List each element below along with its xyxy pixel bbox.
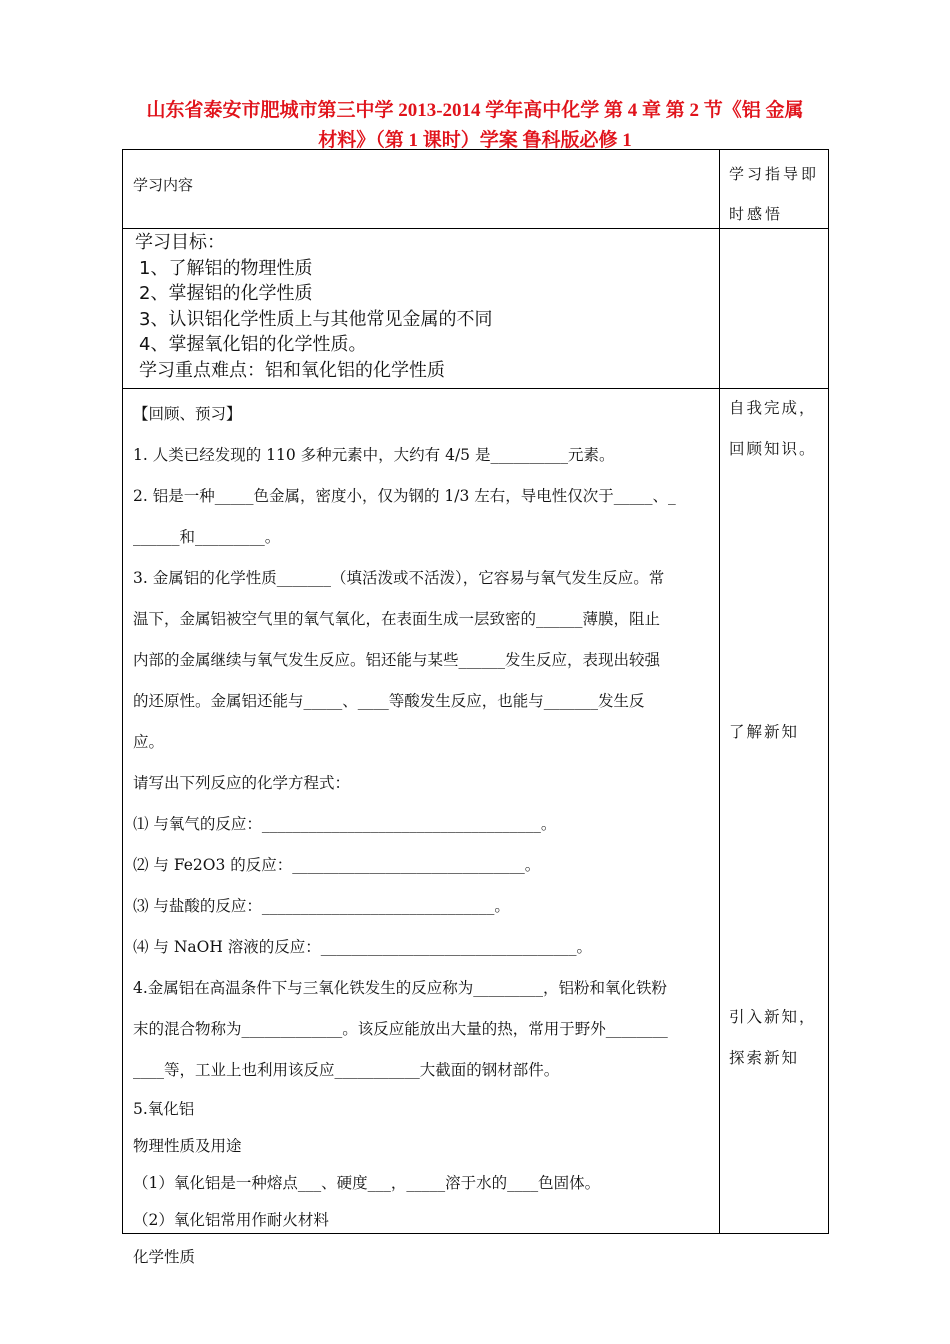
side-note-line: 了解新知 [729,723,800,741]
main-content [133,394,713,1276]
side-note-new-knowledge [729,712,827,753]
question-3-line-2: 温下，金属铝被空气里的氧气氧化，在表面生成一层致密的______薄膜，阻止 [133,610,661,628]
header-guidance [729,154,827,234]
header-guidance-line-2: 时感悟 [729,205,784,223]
section-review-heading: 【回顾、预习】 [133,405,242,423]
equation-hcl: ⑶ 与盐酸的反应：______________________________。 [133,897,510,915]
physical-properties-heading: 物理性质及用途 [133,1137,242,1155]
row-divider-goals [123,388,828,389]
side-note-review [729,388,827,470]
alumina-property-2: （2）氧化铝常用作耐火材料 [133,1211,329,1229]
key-difficulty: 学习重点难点：铝和氧化铝的化学性质 [139,359,445,381]
question-4-line-1: 4.金属铝在高温条件下与三氧化铁发生的反应称为_________，铝粉和氧化铁粉 [133,979,668,997]
row-divider-header [123,228,828,229]
side-note-line: 探索新知 [729,1049,800,1067]
study-table [122,149,829,1266]
side-note-line: 自我完成， [729,399,817,417]
question-4-line-2: 末的混合物称为_____________。该反应能放出大量的热，常用于野外________ [133,1020,668,1038]
equation-naoh: ⑷ 与 NaOH 溶液的反应：_________________________________。 [133,938,593,956]
question-3-line-3: 内部的金属继续与氧气发生反应。铝还能与某些______发生反应，表现出较强 [133,651,661,669]
question-3-line-1: 3. 金属铝的化学性质_______（填活泼或不活泼），它容易与氧气发生反应。常 [133,569,665,587]
section-alumina: 5.氧化铝 [133,1100,195,1118]
question-2-line-1: 2. 铝是一种_____色金属，密度小，仅为钢的 1/3 左右，导电性仅次于_____、_ [133,487,676,505]
side-note-explore [729,997,827,1079]
goal-item: 3、认识铝化学性质上与其他常见金属的不同 [139,308,493,330]
question-3-line-5: 应。 [133,733,165,751]
title-line-2: 材料》（第 1 课时）学案 鲁科版必修 1 [318,130,632,151]
side-note-line: 回顾知识。 [729,440,817,458]
goal-item: 2、掌握铝的化学性质 [139,283,313,304]
title-line-1: 山东省泰安市肥城市第三中学 2013-2014 学年高中化学 第 4 章 第 2 节《铝 金属 [146,100,804,121]
question-3-line-4: 的还原性。金属铝还能与_____、____等酸发生反应，也能与_______发生反 [133,692,645,710]
alumina-property-1: （1）氧化铝是一种熔点___、硬度___，_____溶于水的____色固体。 [133,1174,601,1192]
equation-oxygen: ⑴ 与氧气的反应：____________________________________。 [133,815,557,833]
chemical-properties-heading: 化学性质 [133,1248,196,1266]
header-guidance-line-1: 学习指导即 [729,165,820,183]
goal-item: 1、了解铝的物理性质 [139,257,313,279]
document-title [80,96,870,156]
column-divider [719,150,720,1233]
goal-item: 4、掌握氧化铝的化学性质。 [139,334,367,355]
header-study-content: 学习内容 [133,176,194,194]
equation-fe2o3: ⑵ 与 Fe2O3 的反应：______________________________。 [133,856,541,874]
question-1: 1. 人类已经发现的 110 多种元素中，大约有 4/5 是__________元素。 [133,446,615,464]
learning-goals [135,230,492,383]
side-note-line: 引入新知， [729,1008,817,1026]
question-4-line-3: ____等，工业上也利用该反应___________大截面的钢材部件。 [133,1061,560,1079]
question-2-line-2: ______和_________。 [133,528,281,546]
equation-prompt: 请写出下列反应的化学方程式： [133,774,351,792]
goals-heading: 学习目标： [135,232,225,253]
